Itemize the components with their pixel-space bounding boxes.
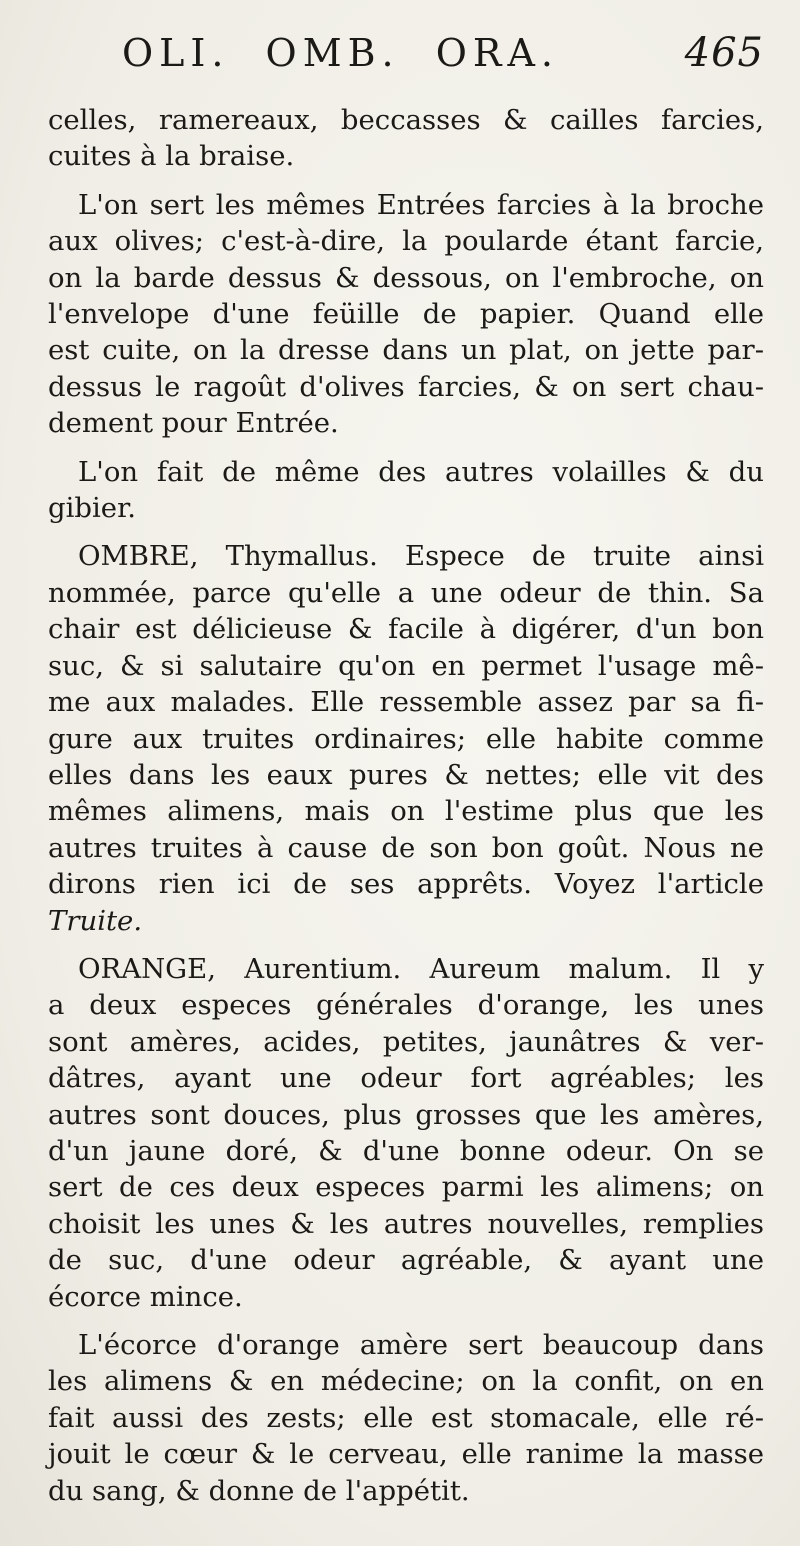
text-line: OMBRE, Thymallus. Espece de truite ainsi (78, 540, 764, 573)
paragraph-entrees-aux-olives (48, 187, 764, 442)
text-line: mêmes alimens, mais on l'estime plus que les (48, 795, 764, 828)
text-line: autres sont douces, plus grosses que les amères, (48, 1098, 764, 1131)
page-number: 465 (684, 30, 764, 76)
text-line: autres truites à cause de son bon goût. Nous ne (48, 831, 764, 864)
text-line: chair est délicieuse & facile à digérer, d'un bon (48, 613, 764, 646)
text-line: fait aussi des zests; elle est stomacale, elle ré- (48, 1401, 764, 1434)
text-line: l'envelope d'une feüille de papier. Quand elle (48, 298, 764, 331)
text-line: du sang, & donne de l'appétit. (48, 1474, 470, 1507)
text-line: L'on fait de même des autres volailles & du (78, 455, 764, 488)
running-header (48, 30, 764, 102)
paragraph-ecorce-orange (48, 1327, 764, 1509)
text-line: nommée, parce qu'elle a une odeur de thin. Sa (48, 576, 764, 609)
text-line: dement pour Entrée. (48, 407, 339, 440)
text-line: dirons rien ici de ses apprêts. Voyez l'article (48, 868, 764, 901)
text-line: sert de ces deux especes parmi les alimens; on (48, 1171, 764, 1204)
text-line: celles, ramereaux, beccasses & cailles farcies, (48, 104, 764, 136)
text-line: ORANGE, Aurentium. Aureum malum. Il y (78, 952, 764, 985)
text-line: choisit les unes & les autres nouvelles, remplies (48, 1207, 764, 1240)
text-line: elles dans les eaux pures & nettes; elle vit des (48, 758, 764, 791)
cross-reference: Truite. (48, 904, 143, 937)
text-line: on la barde dessus & dessous, on l'embroche, on (48, 261, 764, 294)
text-line: les alimens & en médecine; on la confit, on en (48, 1365, 764, 1398)
text-line: dâtres, ayant une odeur fort agréables; les (48, 1062, 764, 1095)
text-line: gibier. (48, 492, 136, 525)
text-line: dessus le ragoût d'olives farcies, & on sert chau- (48, 370, 764, 403)
text-line: est cuite, on la dresse dans un plat, on jette par- (48, 334, 764, 367)
text-line: a deux especes générales d'orange, les unes (48, 989, 764, 1022)
text-line: suc, & si salutaire qu'on en permet l'usage mê- (48, 649, 764, 682)
text-line: me aux malades. Elle ressemble assez par sa fi- (48, 686, 764, 719)
text-line: d'un jaune doré, & d'une bonne odeur. On se (48, 1134, 764, 1167)
text-line: L'on sert les mêmes Entrées farcies à la broche (78, 188, 764, 221)
text-line: gure aux truites ordinaires; elle habite comme (48, 722, 764, 755)
entry-ombre (48, 538, 764, 938)
text-line: aux olives; c'est-à-dire, la poularde étant farcie, (48, 225, 764, 258)
paragraph-volailles (48, 454, 764, 527)
paragraph-ramereaux (48, 102, 764, 175)
text-line: sont amères, acides, petites, jaunâtres & ver- (48, 1025, 764, 1058)
running-heads: OLI. OMB. ORA. (122, 31, 559, 75)
text-line: jouit le cœur & le cerveau, elle ranime la masse (48, 1438, 764, 1471)
text-line: L'écorce d'orange amère sert beaucoup dans (78, 1329, 764, 1361)
text-line: cuites à la braise. (48, 140, 295, 173)
text-line: écorce mince. (48, 1280, 243, 1313)
entry-orange (48, 951, 764, 1315)
text-line: de suc, d'une odeur agréable, & ayant une (48, 1244, 764, 1277)
